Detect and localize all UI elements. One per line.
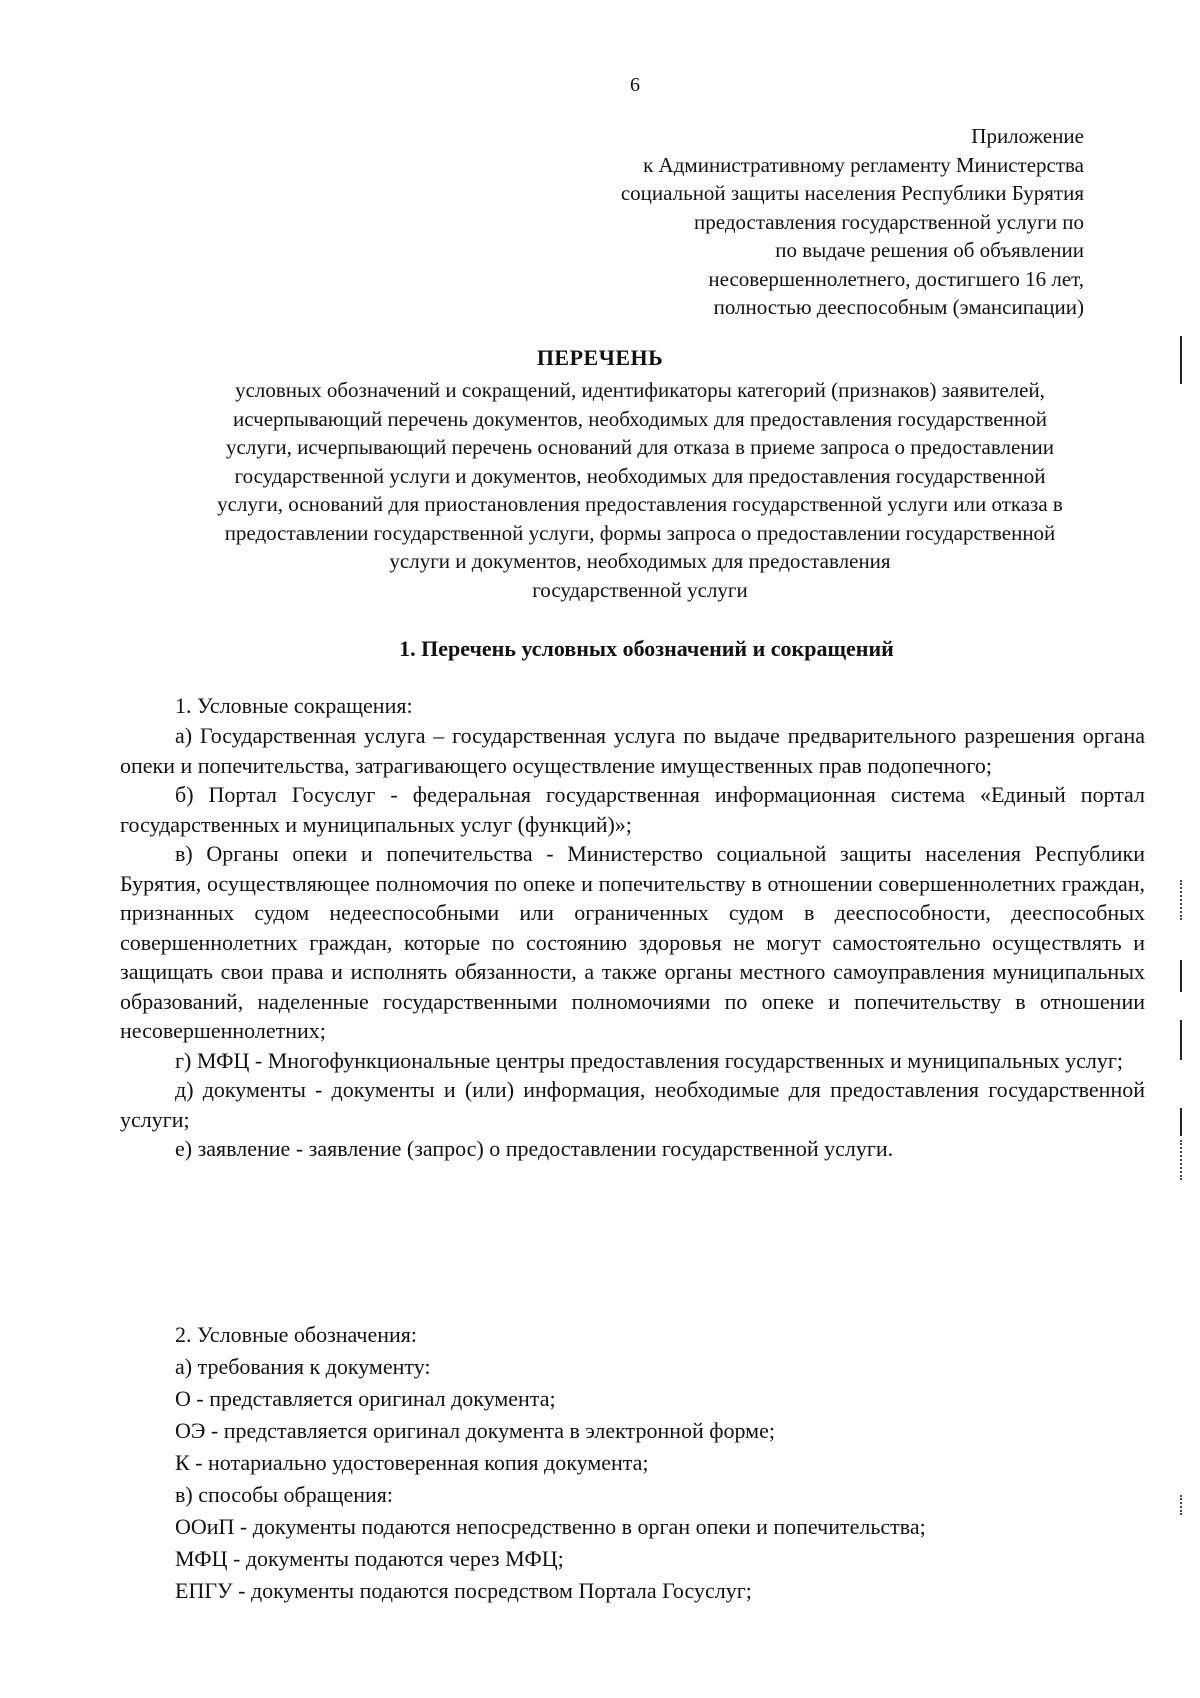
appendix-line: полностью дееспособным (эмансипации) [713, 295, 1084, 319]
appendix-line: по выдаче решения об объявлении [775, 238, 1084, 262]
subtitle-line: исчерпывающий перечень документов, необходимых для предоставления государственной [233, 406, 1047, 431]
scan-margin-mark [1180, 1495, 1184, 1515]
abbreviations-heading: 1. Условные сокращения: [175, 693, 413, 718]
document-title: ПЕРЕЧЕНЬ [536, 345, 664, 370]
scan-margin-mark [1180, 1108, 1182, 1136]
designation-line: О - представляется оригинал документа; [175, 1386, 556, 1411]
document-subtitle [155, 376, 1125, 604]
subtitle-line: условных обозначений и сокращений, идентификаторы категорий (признаков) заявителей, [235, 378, 1045, 402]
subtitle-line: услуги, оснований для приостановления предоставления государственной услуги или отказа в [217, 492, 1063, 516]
scan-margin-mark [1180, 1140, 1184, 1180]
abbreviation-item: г) МФЦ - Многофункциональные центры предоставления государственных и муниципальных услуг; [175, 1047, 1123, 1073]
subtitle-line: государственной услуги [532, 577, 748, 602]
designation-line: в) способы обращения: [175, 1482, 393, 1507]
page-number: 6 [630, 74, 640, 96]
abbreviation-item: д) документы - документы и (или) информация, необходимые для предоставления государственной услуги; [120, 1077, 1145, 1132]
designation-line: МФЦ - документы подаются через МФЦ; [175, 1546, 564, 1571]
scan-margin-mark [1180, 1020, 1182, 1060]
appendix-line: несовершеннолетнего, достигшего 16 лет, [708, 266, 1084, 291]
designation-line: ОЭ - представляется оригинал документа в электронной форме; [175, 1418, 775, 1443]
abbreviation-item: б) Портал Госуслуг - федеральная государственная информационная система «Единый портал государственных и муниципальных услуг (функций)»; [120, 782, 1145, 837]
scan-margin-mark [1180, 960, 1182, 992]
appendix-line: Приложение [971, 124, 1084, 148]
abbreviations-section [120, 690, 1145, 1164]
abbreviation-item: е) заявление - заявление (запрос) о предоставлении государственной услуги. [175, 1136, 894, 1161]
subtitle-line: предоставлении государственной услуги, формы запроса о предоставлении государственной [224, 520, 1056, 545]
scan-margin-mark [1180, 880, 1184, 920]
designation-line: К - нотариально удостоверенная копия документа; [175, 1450, 649, 1475]
abbreviation-item: а) Государственная услуга – государственная услуга по выдаче предварительного разрешения органа опеки и попечительства, затрагивающего осуществление имущественных прав подопечного; [120, 723, 1145, 778]
appendix-header [621, 122, 1084, 322]
subtitle-line: услуги, исчерпывающий перечень оснований для отказа в приеме запроса о предоставлении [226, 435, 1054, 459]
subtitle-line: государственной услуги и документов, необходимых для предоставления государственной [234, 463, 1046, 488]
designation-line: ООиП - документы подаются непосредственно в орган опеки и попечительства; [175, 1514, 926, 1539]
appendix-line: предоставления государственной услуги по [694, 209, 1084, 234]
section-heading: 1. Перечень условных обозначений и сокращений [399, 636, 894, 661]
scan-margin-mark [1180, 336, 1182, 384]
appendix-line: к Административному регламенту Министерства [643, 152, 1084, 177]
designation-line: ЕПГУ - документы подаются посредством Портала Госуслуг; [175, 1578, 752, 1603]
appendix-line: социальной защиты населения Республики Бурятия [620, 181, 1084, 205]
designation-line: а) требования к документу: [175, 1354, 431, 1379]
abbreviation-item: в) Органы опеки и попечительства - Министерство социальной защиты населения Республики Бурятия, осуществляющее полномочия по опеке и попечительству в отношении совершеннолетних граждан, признанных судом недееспособными или ограниченных судом в дееспособности, дееспособных совершеннолетних граждан, которые по состоянию здоровья не могут самостоятельно осуществлять и защищать свои права и исполнять обязанности, а также органы местного самоуправления муниципальных образований, наделенные государственными полномочиями по опеке и попечительству в отношении несовершеннолетних; [120, 841, 1145, 1043]
subtitle-line: услуги и документов, необходимых для предоставления [389, 549, 891, 573]
designations-section [120, 1319, 1145, 1607]
designations-heading: 2. Условные обозначения: [175, 1322, 418, 1347]
